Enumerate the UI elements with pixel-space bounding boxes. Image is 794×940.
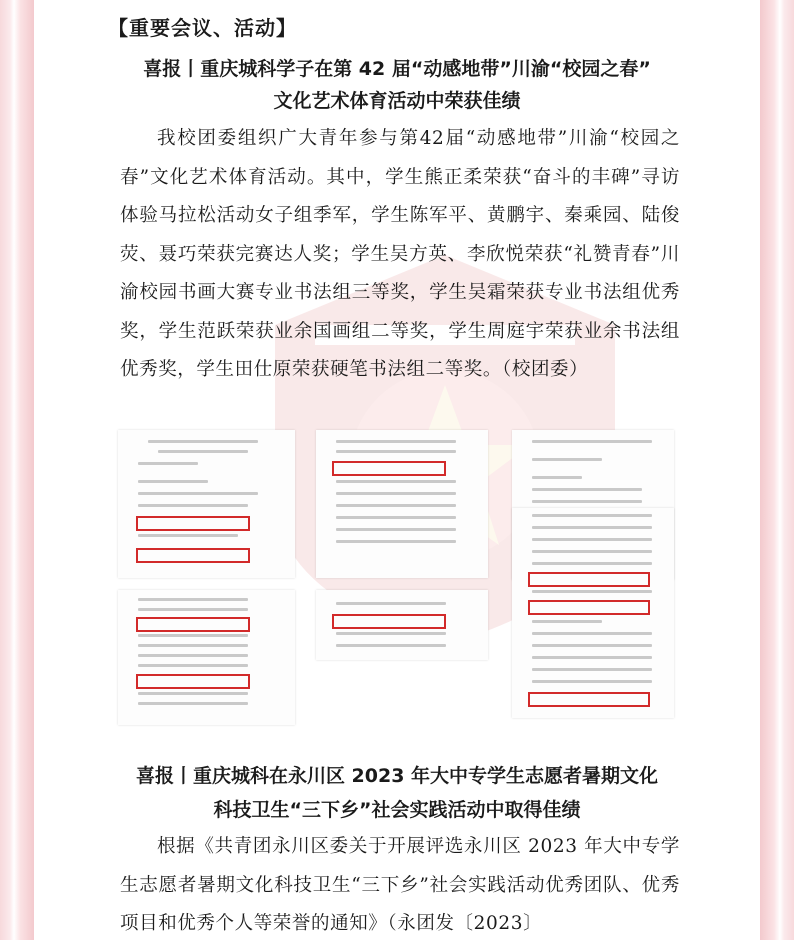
- article2-body: 根据《共青团永川区委关于开展评选永川区 2023 年大中专学生志愿者暑期文化科技卫生“三下乡”社会实践活动优秀团队、优秀项目和优秀个人等荣誉的通知》（永团发〔2023〕: [120, 836, 680, 934]
- award-list-image-5: [316, 590, 488, 660]
- article1-headline-line2: 文化艺术体育活动中荣获佳绩: [273, 90, 521, 112]
- decorative-frame-left: [0, 0, 34, 940]
- article2-headline-line1: 喜报丨重庆城科在永川区 2023 年大中专学生志愿者暑期文化: [135, 765, 659, 787]
- award-list-image-4: [118, 590, 295, 725]
- decorative-frame-right: [760, 0, 794, 940]
- award-list-image-2: [316, 430, 488, 578]
- article1-headline-line1: 喜报丨重庆城科学子在第 42 届“动感地带”川渝“校园之春”: [143, 58, 651, 80]
- section-tag: 【重要会议、活动】: [108, 16, 297, 40]
- award-list-image-6: [512, 508, 674, 718]
- article2-headline-line2: 科技卫生“三下乡”社会实践活动中取得佳绩: [213, 799, 581, 821]
- award-list-image-1: [118, 430, 295, 578]
- article1-body: 我校团委组织广大青年参与第42届“动感地带”川渝“校园之春”文化艺术体育活动。其中，学生熊正柔荣获“奋斗的丰碑”寻访体验马拉松活动女子组季军，学生陈军平、黄鹏宇、秦乘园、陆俊荧、聂巧荣获完赛达人奖；学生吴方英、李欣悦荣获“礼赞青春”川渝校园书画大赛专业书法组三等奖，学生吴霜荣获专业书法组优秀奖，学生范跃荣获业余国画组二等奖，学生周庭宇荣获业余书法组优秀奖，学生田仕原荣获硬笔书法组二等奖。（校团委）: [120, 128, 680, 380]
